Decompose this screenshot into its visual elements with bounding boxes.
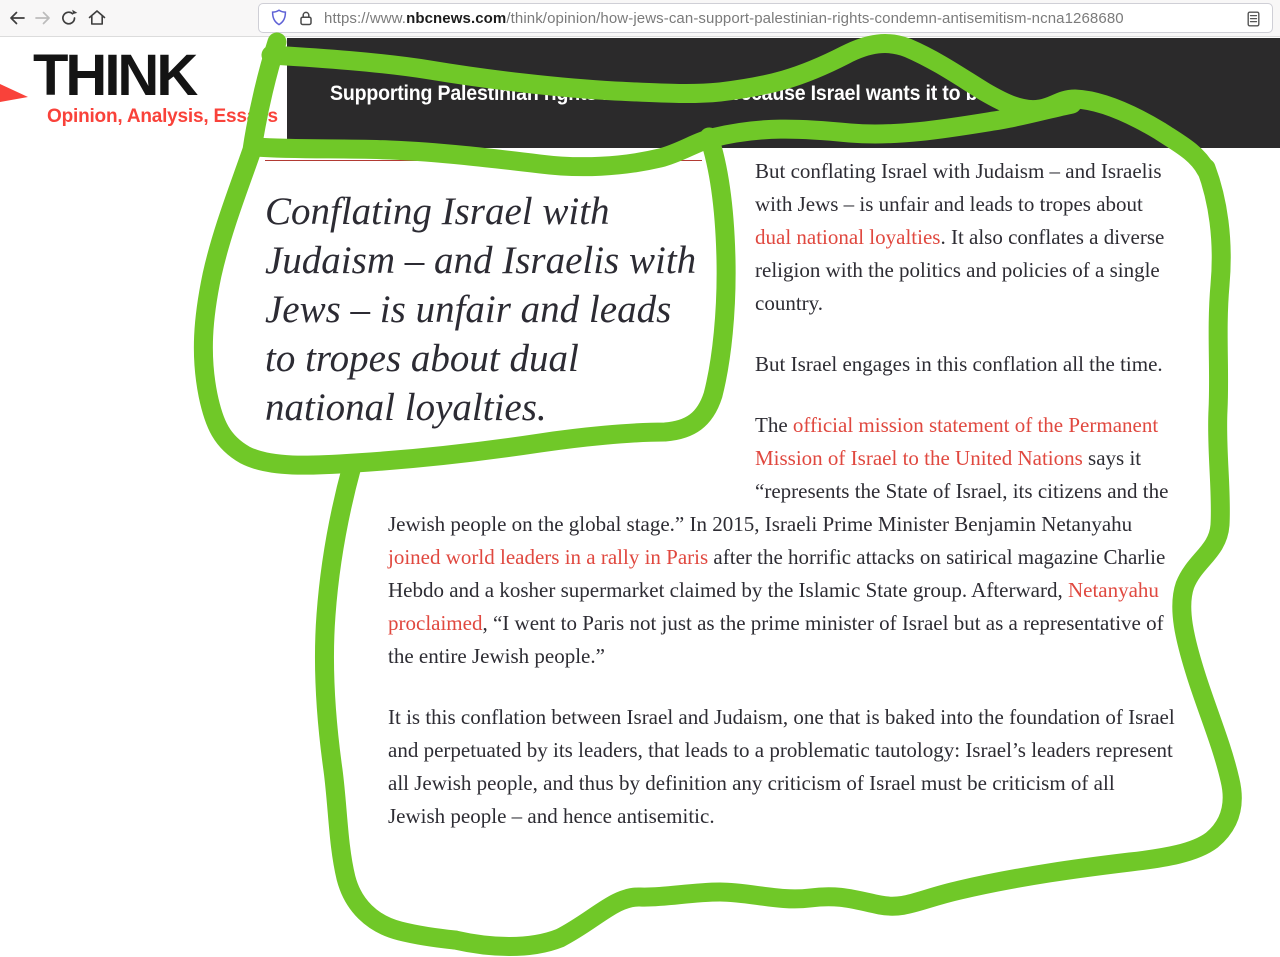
think-logo[interactable]: THINK bbox=[33, 43, 196, 108]
back-button[interactable] bbox=[6, 7, 28, 29]
home-button[interactable] bbox=[86, 7, 108, 29]
shield-icon[interactable] bbox=[270, 9, 288, 27]
url-domain: nbcnews.com bbox=[406, 9, 507, 27]
headline-banner bbox=[287, 38, 1280, 148]
think-tagline: Opinion, Analysis, Essays bbox=[47, 106, 278, 127]
back-arrow-icon bbox=[7, 8, 27, 28]
article-link[interactable]: Netanyahu proclaimed bbox=[388, 578, 1159, 635]
pull-quote: Conflating Israel with Judaism – and Israelis with Jews – is unfair and leads to tropes about dual national loyalties. bbox=[265, 160, 702, 432]
article-text: after the horrific attacks on satirical magazine Charlie Hebdo and a kosher supermarket claimed by the Islamic State group. Afterward, bbox=[388, 545, 1166, 602]
browser-toolbar bbox=[0, 0, 1280, 37]
article-paragraph bbox=[388, 701, 1175, 833]
article-link[interactable]: joined world leaders in a rally in Paris bbox=[388, 545, 709, 569]
think-masthead bbox=[0, 38, 287, 156]
forward-arrow-icon bbox=[33, 8, 53, 28]
article-link[interactable]: dual national loyalties bbox=[755, 225, 941, 249]
article-text: , “I went to Paris not just as the prime minister of Israel but as a representative of the entire Jewish people.” bbox=[388, 611, 1164, 668]
reader-mode-button[interactable] bbox=[1243, 9, 1263, 29]
article-text: The bbox=[755, 413, 793, 437]
url-text bbox=[324, 10, 1124, 27]
url-path: /think/opinion/how-jews-can-support-palestinian-rights-condemn-antisemitism-ncna1268680 bbox=[506, 9, 1124, 27]
article-paragraph bbox=[388, 409, 1175, 673]
refresh-button[interactable] bbox=[58, 7, 80, 29]
article-text: But Israel engages in this conflation all the time. bbox=[755, 352, 1163, 376]
url-prefix: https://www. bbox=[324, 9, 407, 27]
article-body bbox=[265, 155, 1175, 833]
home-icon bbox=[87, 8, 107, 28]
refresh-icon bbox=[59, 8, 79, 28]
lock-icon[interactable] bbox=[298, 10, 314, 27]
article-text: . It also conflates a diverse religion with the politics and policies of a single country. bbox=[755, 225, 1165, 315]
article-text: But conflating Israel with Judaism – and Israelis with Jews – is unfair and leads to tropes about bbox=[755, 159, 1162, 216]
url-bar[interactable] bbox=[258, 3, 1273, 33]
article bbox=[265, 155, 1175, 861]
peacock-triangle-icon bbox=[0, 84, 28, 102]
article-text: says it “represents the State of Israel, its citizens and the Jewish people on the global stage.” In 2015, Israeli Prime Minister Benjamin Netanyahu bbox=[388, 446, 1169, 536]
forward-button[interactable] bbox=[32, 7, 54, 29]
reader-mode-icon bbox=[1245, 10, 1262, 28]
article-text: It is this conflation between Israel and Judaism, one that is baked into the foundation of Israel and perpetuated by its leaders, that leads to a problematic tautology: Israel’s leaders represent all Jewish people, and thus by definition any criticism of Israel must be criticism of all Jewish people – and hence antisemitic. bbox=[388, 705, 1175, 828]
article-link[interactable]: official mission statement of the Permanent Mission of Israel to the United Nations bbox=[755, 413, 1159, 470]
banner-title: Supporting Palestinian rights is antisemitic because Israel wants it to be bbox=[330, 82, 989, 105]
